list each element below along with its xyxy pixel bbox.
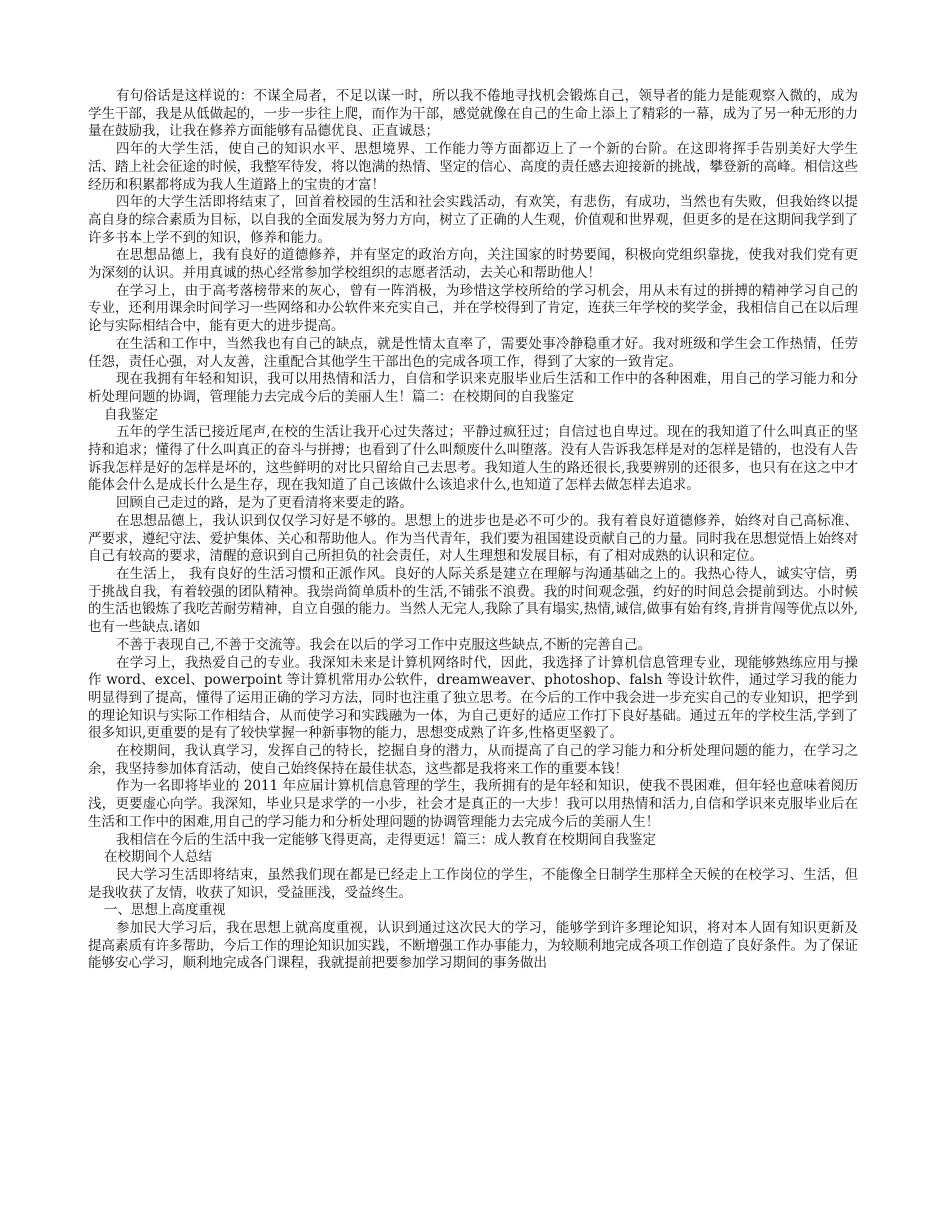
section-heading: 在校期间个人总结 bbox=[104, 849, 212, 866]
paragraph: 四年的大学生活，使自己的知识水平、思想境界、工作能力等方面都迈上了一个新的台阶。在这即将挥手告别美好大学生活、踏上社会征途的时候，我整军待发，将以饱满的热情、坚定的信心、高度的责任感去迎接新的挑战，攀登新的高峰。相信这些经历和积累都将成为我人生道路上的宝贵的才富！ bbox=[88, 141, 858, 193]
paragraph: 五年的学生活已接近尾声,在校的生活让我开心过失落过；平静过疯狂过；自信过也自卑过。现在的我知道了什么叫真正的坚持和追求；懂得了什么叫真正的奋斗与拼搏；也看到了什么叫颓废什么叫堕落。没有人告诉我怎样是对的怎样是错的，也没有人告诉我怎样是好的怎样是坏的，这些鲜明的对比只留给自己去思考。我知道人生的路还很长,我要辨别的还很多，也只有在这之中才能体会什么是成长什么是生存，现在我知道了自己该做什么该追求什么,也知道了怎样去做怎样去追求。 bbox=[88, 424, 858, 494]
paragraph: 四年的大学生活即将结束了，回首着校园的生活和社会实践活动，有欢笑，有悲伤，有成功，当然也有失败，但我始终以提高自身的综合素质为目标，以自我的全面发展为努力方向，树立了正确的人生观，价值观和世界观，但更多的是在这期间我学到了许多书本上学不到的知识，修养和能力。 bbox=[88, 194, 858, 246]
paragraph: 作为一名即将毕业的 2011 年应届计算机信息管理的学生，我所拥有的是年轻和知识，使我不畏困难，但年轻也意味着阅历浅，更要虚心向学。我深知，毕业只是求学的一小步，社会才是真正的一大步！我可以用热情和活力,自信和学识来克服毕业后在生活和工作中的困难,用自己的学习能力和分析处理问题的协调管理能力去完成今后的美丽人生！ bbox=[88, 778, 858, 830]
paragraph: 在思想品德上，我认识到仅仅学习好是不够的。思想上的进步也是必不可少的。我有着良好道德修养，始终对自己高标准、严要求，遵纪守法、爱护集体、关心和帮助他人。作为当代青年，我们要为祖国建设贡献自己的力量。同时我在思想觉悟上始终对自己有较高的要求，清醒的意识到自己所担负的社会责任，对人生理想和发展目标，有了相对成熟的认识和定位。 bbox=[88, 512, 858, 565]
paragraph: 在生活上， 我有良好的生活习惯和正派作风。良好的人际关系是建立在理解与沟通基础之上的。我热心待人，诚实守信，勇于挑战自我，有着较强的团队精神。我崇尚简单质朴的生活,不铺张不浪费。我的时间观念强，约好的时间总会提前到达。小时候的生活也锻炼了我吃苦耐劳精神，自立自强的能力。当然人无完人,我除了具有塌实,热情,诚信,做事有始有终,肯拼肯闯等优点以外,也有一些缺点.诸如 bbox=[88, 565, 858, 636]
section-heading: 自我鉴定 bbox=[104, 406, 158, 423]
paragraph: 民大学习生活即将结束，虽然我们现在都是已经走上工作岗位的学生，不能像全日制学生那样全天候的在校学习、生活，但是我收获了友情，收获了知识，受益匪浅，受益终生。 bbox=[88, 866, 858, 901]
paragraph: 在生活和工作中，当然我也有自己的缺点，就是性情太直率了，需要处事冷静稳重才好。我对班级和学生会工作热情，任劳任怨，责任心强，对人友善，注重配合其他学生干部出色的完成各项工作，得到了大家的一致肯定。 bbox=[88, 335, 858, 370]
paragraph: 在学习上，我热爱自己的专业。我深知未来是计算机网络时代，因此，我选择了计算机信息管理专业，现能够熟练应用与操作 word、excel、powerpoint 等计算机常用办公软件，dreamweaver、photoshop、falsh 等设计软件，通过学习我的能力明显得到了提高，懂得了运用正确的学习方法，同时也注重了独立思考。在今后的工作中我会进一步充实自己的专业知识，把学到的理论知识与实际工作相结合，从而使学习和实践融为一体，为自己更好的适应工作打下良好基础。通过五年的学校生活,学到了很多知识,更重要的是有了较快掌握一种新事物的能力，思想变成熟了许多,性格更坚毅了。 bbox=[88, 654, 858, 742]
paragraph: 在思想品德上，我有良好的道德修养，并有坚定的政治方向，关注国家的时势要闻，积极向党组织靠拢，使我对我们党有更为深刻的认识。并用真诚的热心经常参加学校组织的志愿者活动，去关心和帮助他人！ bbox=[88, 247, 858, 282]
paragraph: 现在我拥有年轻和知识，我可以用热情和活力，自信和学识来克服毕业后生活和工作中的各种困难，用自己的学习能力和分析处理问题的协调，管理能力去完成今后的美丽人生！篇二：在校期间的自我鉴定 bbox=[88, 371, 858, 405]
section-heading: 一、思想上高度重视 bbox=[104, 902, 226, 919]
document-body bbox=[88, 88, 858, 973]
paragraph: 我相信在今后的生活中我一定能够飞得更高，走得更远！篇三：成人教育在校期间自我鉴定 bbox=[116, 831, 656, 848]
paragraph: 不善于表现自己,不善于交流等。我会在以后的学习工作中克服这些缺点,不断的完善自己。 bbox=[116, 636, 652, 653]
paragraph: 有句俗话是这样说的：不谋全局者，不足以谋一时，所以我不倦地寻找机会锻炼自己，领导者的能力是能观察入微的，成为学生干部，我是从低做起的，一步一步往上爬，而作为干部，感觉就像在自己的生命上添上了精彩的一幕，成为了另一种无形的力量在鼓励我，让我在修养方面能够有品德优良、正直诚恳； bbox=[88, 88, 858, 140]
paragraph: 参加民大学习后，我在思想上就高度重视，认识到通过这次民大的学习，能够学到许多理论知识，将对本人固有知识更新及提高素质有许多帮助，今后工作的理论知识加实践，不断增强工作办事能力，为较顺利地完成各项工作创造了良好条件。为了保证能够安心学习，顺利地完成各门课程，我就提前把要参加学习期间的事务做出 bbox=[88, 920, 858, 972]
paragraph: 在校期间，我认真学习，发挥自己的特长，挖掘自身的潜力，从而提高了自己的学习能力和分析处理问题的能力，在学习之余，我坚持参加体育活动，使自己始终保持在最佳状态，这些都是我将来工作的重要本钱！ bbox=[88, 743, 858, 777]
paragraph: 在学习上，由于高考落榜带来的灰心，曾有一阵消极，为珍惜这学校所给的学习机会，用从未有过的拼搏的精神学习自己的专业，还利用课余时间学习一些网络和办公软件来充实自己，并在学校得到了肯定，连获三年学校的奖学金，我相信自己在以后理论与实际相结合中，能有更大的进步提高。 bbox=[88, 282, 858, 335]
paragraph: 回顾自己走过的路，是为了更看清将来要走的路。 bbox=[116, 495, 413, 512]
